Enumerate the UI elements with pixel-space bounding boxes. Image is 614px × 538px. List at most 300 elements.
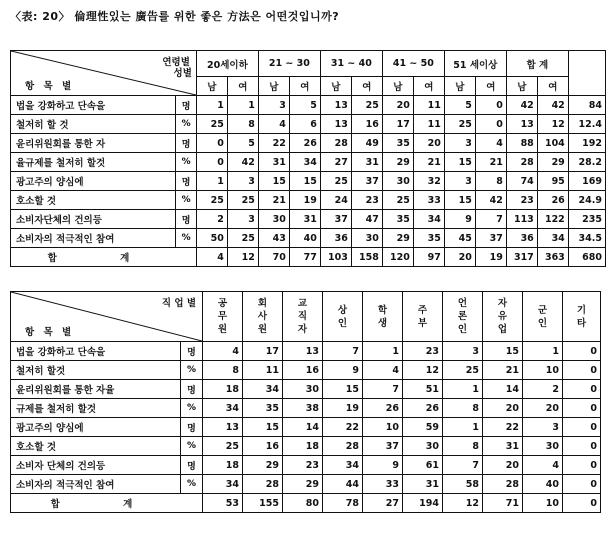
table-cell: 25 <box>444 115 475 134</box>
table-cell: 104 <box>537 134 568 153</box>
table-cell: 26 <box>289 134 320 153</box>
table-cell: 21 <box>483 361 523 380</box>
table-cell: 1 <box>196 96 227 115</box>
gender-header: 여 <box>413 77 444 96</box>
table-cell: 0 <box>563 361 601 380</box>
table-cell: 0 <box>475 115 506 134</box>
table-cell: 3 <box>443 342 483 361</box>
age-group-header: 41 ~ 50 <box>382 51 444 77</box>
total-label: 합 계 <box>11 248 197 267</box>
item-label: 윤리위원회를 통한 자율 <box>11 380 181 399</box>
item-label: 소비자의 적극적인 참여 <box>11 475 181 494</box>
table-cell: 15 <box>444 153 475 172</box>
total-cell: 317 <box>506 248 537 267</box>
table-cell: 13 <box>320 115 351 134</box>
table-cell: 35 <box>243 399 283 418</box>
table-cell: 25 <box>382 191 413 210</box>
table-cell: 34 <box>289 153 320 172</box>
table-cell: 6 <box>289 115 320 134</box>
table-cell: 4 <box>258 115 289 134</box>
table-cell: 36 <box>506 229 537 248</box>
table-cell: 1 <box>443 418 483 437</box>
table-cell: 11 <box>243 361 283 380</box>
item-label: 윤리위원회를 통한 자 <box>11 134 176 153</box>
table-cell: 0 <box>196 153 227 172</box>
table-cell: 1 <box>196 172 227 191</box>
table-cell: 7 <box>443 456 483 475</box>
corner-label-gender: 성별 <box>173 68 192 79</box>
table-cell: 30 <box>351 229 382 248</box>
table-cell: 4 <box>203 342 243 361</box>
total-cell: 158 <box>351 248 382 267</box>
occupation-char: 교 <box>297 298 308 309</box>
table-cell: 22 <box>483 418 523 437</box>
item-label: 소비자의 적극적인 참여 <box>11 229 176 248</box>
table-cell: 7 <box>323 342 363 361</box>
occupation-char: 원 <box>217 324 228 335</box>
table-cell: 3 <box>227 172 258 191</box>
table-cell: 20 <box>483 399 523 418</box>
table-cell: 9 <box>444 210 475 229</box>
table-row <box>11 191 606 210</box>
total-label: 합 계 <box>11 494 203 513</box>
table-cell: 21 <box>475 153 506 172</box>
occupation-char: 회 <box>257 298 268 309</box>
total-cell: 363 <box>537 248 568 267</box>
table-cell: 8 <box>443 437 483 456</box>
table-cell: 3 <box>227 210 258 229</box>
item-label: 율규제를 철저히 할것 <box>11 153 176 172</box>
occupation-char: 학 <box>377 304 388 316</box>
age-group-header: 51 세이상 <box>444 51 506 77</box>
table-cell: 19 <box>323 399 363 418</box>
table-cell: 7 <box>363 380 403 399</box>
table-cell: 24 <box>320 191 351 210</box>
total-cell: 27 <box>363 494 403 513</box>
item-label: 호소할 것 <box>11 191 176 210</box>
table-cell: 33 <box>413 191 444 210</box>
item-label: 소비자단체의 건의등 <box>11 210 176 229</box>
total-cell: 155 <box>243 494 283 513</box>
gender-header: 남 <box>258 77 289 96</box>
table-cell: 37 <box>351 172 382 191</box>
total-cell: 80 <box>283 494 323 513</box>
table-cell: 16 <box>283 361 323 380</box>
table-cell: 20 <box>413 134 444 153</box>
table-cell: 0 <box>563 418 601 437</box>
table-cell: 33 <box>363 475 403 494</box>
table-cell: 37 <box>475 229 506 248</box>
table-cell: 4 <box>475 134 506 153</box>
table-cell: 42 <box>227 153 258 172</box>
table-cell: 22 <box>258 134 289 153</box>
total-cell: 53 <box>203 494 243 513</box>
table-cell: 18 <box>283 437 323 456</box>
table-cell: 14 <box>283 418 323 437</box>
table-cell: 16 <box>243 437 283 456</box>
table-cell: 15 <box>258 172 289 191</box>
occupation-header <box>483 292 523 342</box>
table-cell: 42 <box>506 96 537 115</box>
table-cell: 9 <box>323 361 363 380</box>
table-cell: 24.9 <box>568 191 605 210</box>
table-cell: 11 <box>413 115 444 134</box>
table-row <box>11 229 606 248</box>
item-label: 법을 강화하고 단속을 <box>11 96 176 115</box>
table-cell: 26 <box>403 399 443 418</box>
table-cell: 44 <box>323 475 363 494</box>
corner-label-item: 항 목 별 <box>25 81 75 92</box>
occupation-header <box>403 292 443 342</box>
table-cell: 0 <box>475 96 506 115</box>
occupation-char: 타 <box>576 317 587 329</box>
table-cell: 29 <box>283 475 323 494</box>
table-cell: 58 <box>443 475 483 494</box>
table-cell: 1 <box>443 380 483 399</box>
occupation-char: 인 <box>537 317 548 329</box>
table-cell: 30 <box>523 437 563 456</box>
occupation-char: 론 <box>457 311 468 322</box>
table-cell: 5 <box>444 96 475 115</box>
table-cell: 25 <box>196 115 227 134</box>
age-gender-table <box>10 50 606 267</box>
gender-header: 여 <box>537 77 568 96</box>
table-cell: 59 <box>403 418 443 437</box>
table-cell: 23 <box>403 342 443 361</box>
table-cell: 31 <box>289 210 320 229</box>
table-cell: 34 <box>243 380 283 399</box>
table-cell: 20 <box>382 96 413 115</box>
table-cell: 15 <box>289 172 320 191</box>
table-caption: 〈表: 20〉 倫理性있는 廣告를 위한 좋은 方法은 어떤것입니까? <box>10 10 340 23</box>
table-cell: 192 <box>568 134 605 153</box>
table-row <box>11 456 601 475</box>
table-cell: 3 <box>444 134 475 153</box>
table-cell: 21 <box>258 191 289 210</box>
table-cell: 15 <box>483 342 523 361</box>
total-row <box>11 494 601 513</box>
table-cell: 13 <box>283 342 323 361</box>
table-cell: 34 <box>537 229 568 248</box>
item-label: 규제를 철저히 할것 <box>11 399 181 418</box>
table-cell: 14 <box>483 380 523 399</box>
table-row <box>11 399 601 418</box>
occupation-char: 부 <box>417 317 428 329</box>
corner-header <box>11 51 197 96</box>
total-cell: 10 <box>523 494 563 513</box>
table-cell: 34 <box>203 399 243 418</box>
unit-label: % <box>176 191 197 210</box>
gender-header: 여 <box>475 77 506 96</box>
table-cell: 31 <box>483 437 523 456</box>
table-cell: 10 <box>523 361 563 380</box>
table-cell: 37 <box>320 210 351 229</box>
table-cell: 13 <box>203 418 243 437</box>
table-cell: 8 <box>203 361 243 380</box>
occupation-header <box>523 292 563 342</box>
table-row <box>11 153 606 172</box>
table-cell: 34 <box>413 210 444 229</box>
table-cell: 0 <box>563 456 601 475</box>
table-cell: 42 <box>475 191 506 210</box>
occupation-char: 기 <box>576 304 587 316</box>
total-cell: 20 <box>444 248 475 267</box>
occupation-header <box>443 292 483 342</box>
unit-label: % <box>181 475 203 494</box>
unit-label: 명 <box>176 172 197 191</box>
table-cell: 0 <box>196 134 227 153</box>
corner-label-age: 연령별 <box>162 57 190 68</box>
table-cell: 25 <box>203 437 243 456</box>
table-cell: 20 <box>523 399 563 418</box>
age-group-header: 21 ~ 30 <box>258 51 320 77</box>
item-label: 철저히 할 것 <box>11 115 176 134</box>
gender-header: 남 <box>444 77 475 96</box>
occupation-table <box>10 291 601 513</box>
total-cell: 4 <box>196 248 227 267</box>
unit-label: 명 <box>176 134 197 153</box>
table-row <box>11 437 601 456</box>
table-cell: 35 <box>382 210 413 229</box>
table-row <box>11 134 606 153</box>
table-cell: 15 <box>323 380 363 399</box>
item-label: 광고주의 양심에 <box>11 172 176 191</box>
unit-label: % <box>176 115 197 134</box>
unit-label: 명 <box>176 96 197 115</box>
table-cell: 17 <box>382 115 413 134</box>
table-cell: 28 <box>243 475 283 494</box>
table-cell: 29 <box>537 153 568 172</box>
item-label: 소비자 단체의 건의등 <box>11 456 181 475</box>
table-cell: 3 <box>258 96 289 115</box>
age-group-header: 31 ~ 40 <box>320 51 382 77</box>
occupation-char: 자 <box>297 324 308 335</box>
table-cell: 29 <box>382 229 413 248</box>
gender-header: 여 <box>289 77 320 96</box>
occupation-header <box>563 292 601 342</box>
table-cell: 28 <box>323 437 363 456</box>
table-cell: 0 <box>563 342 601 361</box>
table-cell: 12.4 <box>568 115 605 134</box>
table-cell: 0 <box>563 437 601 456</box>
occupation-char: 생 <box>377 317 388 329</box>
table-cell: 2 <box>196 210 227 229</box>
occupation-char: 업 <box>497 324 508 335</box>
table-cell: 4 <box>523 456 563 475</box>
total-cell: 194 <box>403 494 443 513</box>
item-label: 호소할 것 <box>11 437 181 456</box>
age-group-header: 20세이하 <box>196 51 258 77</box>
total-cell: 680 <box>568 248 605 267</box>
unit-label: 명 <box>181 418 203 437</box>
table-cell: 12 <box>537 115 568 134</box>
occupation-header <box>323 292 363 342</box>
table-cell: 30 <box>283 380 323 399</box>
table-cell: 26 <box>363 399 403 418</box>
table-cell: 12 <box>403 361 443 380</box>
table-cell: 84 <box>568 96 605 115</box>
table-cell: 15 <box>243 418 283 437</box>
occupation-header <box>363 292 403 342</box>
occupation-char: 군 <box>537 304 548 316</box>
table-row <box>11 210 606 229</box>
total-cell: 19 <box>475 248 506 267</box>
table-cell: 3 <box>523 418 563 437</box>
table-cell: 2 <box>523 380 563 399</box>
table-cell: 61 <box>403 456 443 475</box>
unit-label: 명 <box>181 342 203 361</box>
unit-label: 명 <box>181 380 203 399</box>
table-cell: 51 <box>403 380 443 399</box>
occupation-char: 유 <box>497 311 508 322</box>
unit-label: % <box>176 153 197 172</box>
occupation-char: 주 <box>417 304 428 316</box>
table-cell: 34 <box>203 475 243 494</box>
gender-header: 남 <box>320 77 351 96</box>
total-cell: 97 <box>413 248 444 267</box>
table-cell: 18 <box>203 456 243 475</box>
table-cell: 28 <box>320 134 351 153</box>
table-cell: 10 <box>363 418 403 437</box>
table-cell: 30 <box>382 172 413 191</box>
total-cell: 120 <box>382 248 413 267</box>
table-cell: 23 <box>506 191 537 210</box>
table-cell: 38 <box>283 399 323 418</box>
table-cell: 25 <box>196 191 227 210</box>
gender-header: 남 <box>382 77 413 96</box>
table-cell: 1 <box>227 96 258 115</box>
table-cell: 34 <box>323 456 363 475</box>
table-cell: 28.2 <box>568 153 605 172</box>
table-cell: 15 <box>444 191 475 210</box>
total-cell: 12 <box>227 248 258 267</box>
table-cell: 8 <box>443 399 483 418</box>
table-row <box>11 475 601 494</box>
table-cell: 25 <box>227 191 258 210</box>
table-cell: 40 <box>289 229 320 248</box>
table-cell: 20 <box>483 456 523 475</box>
unit-label: % <box>181 437 203 456</box>
table-cell: 49 <box>351 134 382 153</box>
total-cell: 103 <box>320 248 351 267</box>
table-cell: 95 <box>537 172 568 191</box>
table-cell: 25 <box>320 172 351 191</box>
table-cell: 32 <box>413 172 444 191</box>
total-cell: 0 <box>563 494 601 513</box>
gender-header: 여 <box>351 77 382 96</box>
occupation-header <box>283 292 323 342</box>
occupation-char: 사 <box>257 311 268 322</box>
table-row <box>11 96 606 115</box>
occupation-char: 공 <box>217 298 228 309</box>
table-cell: 74 <box>506 172 537 191</box>
table-cell: 235 <box>568 210 605 229</box>
unit-label: % <box>176 229 197 248</box>
unit-label: % <box>181 399 203 418</box>
table-cell: 113 <box>506 210 537 229</box>
gender-header: 남 <box>506 77 537 96</box>
table-cell: 0 <box>563 399 601 418</box>
total-cell: 77 <box>289 248 320 267</box>
item-label: 철저히 할것 <box>11 361 181 380</box>
total-row <box>11 248 606 267</box>
table-cell: 8 <box>475 172 506 191</box>
unit-label: 명 <box>176 210 197 229</box>
table-cell: 25 <box>227 229 258 248</box>
table-cell: 31 <box>403 475 443 494</box>
unit-label: % <box>181 361 203 380</box>
table-row <box>11 115 606 134</box>
table-cell: 23 <box>351 191 382 210</box>
corner-label-occupation: 직 업 별 <box>161 298 196 309</box>
occupation-char: 인 <box>337 317 348 329</box>
table-row <box>11 380 601 399</box>
table-cell: 23 <box>283 456 323 475</box>
table-row <box>11 418 601 437</box>
table-cell: 28 <box>506 153 537 172</box>
table-cell: 9 <box>363 456 403 475</box>
table-cell: 19 <box>289 191 320 210</box>
table-cell: 26 <box>537 191 568 210</box>
table-cell: 169 <box>568 172 605 191</box>
table-cell: 1 <box>363 342 403 361</box>
occupation-char: 언 <box>457 298 468 309</box>
table-cell: 28 <box>483 475 523 494</box>
table-cell: 43 <box>258 229 289 248</box>
table-cell: 29 <box>382 153 413 172</box>
occupation-char: 원 <box>257 324 268 335</box>
table-cell: 31 <box>351 153 382 172</box>
table-cell: 25 <box>351 96 382 115</box>
table-cell: 16 <box>351 115 382 134</box>
table-cell: 18 <box>203 380 243 399</box>
table-cell: 40 <box>523 475 563 494</box>
table-cell: 29 <box>243 456 283 475</box>
table-cell: 13 <box>320 96 351 115</box>
table-cell: 22 <box>323 418 363 437</box>
corner-header <box>11 292 203 342</box>
table-cell: 31 <box>258 153 289 172</box>
table-cell: 47 <box>351 210 382 229</box>
age-group-header: 합 계 <box>506 51 568 77</box>
total-cell: 71 <box>483 494 523 513</box>
occupation-char: 자 <box>497 298 508 309</box>
table-cell: 0 <box>563 380 601 399</box>
table-cell: 25 <box>443 361 483 380</box>
table-cell: 88 <box>506 134 537 153</box>
table-cell: 27 <box>320 153 351 172</box>
gender-header: 여 <box>227 77 258 96</box>
table-cell: 122 <box>537 210 568 229</box>
table-cell: 7 <box>475 210 506 229</box>
gender-header: 남 <box>196 77 227 96</box>
table-cell: 36 <box>320 229 351 248</box>
grand-total-header <box>568 51 605 96</box>
table-row <box>11 361 601 380</box>
table-cell: 30 <box>258 210 289 229</box>
table-cell: 1 <box>523 342 563 361</box>
table-cell: 3 <box>444 172 475 191</box>
table-cell: 21 <box>413 153 444 172</box>
total-cell: 78 <box>323 494 363 513</box>
table-cell: 37 <box>363 437 403 456</box>
table-cell: 45 <box>444 229 475 248</box>
item-label: 법을 강화하고 단속을 <box>11 342 181 361</box>
corner-label-item: 항 목 별 <box>25 327 75 338</box>
table-row <box>11 172 606 191</box>
table-cell: 8 <box>227 115 258 134</box>
occupation-char: 직 <box>297 311 308 322</box>
